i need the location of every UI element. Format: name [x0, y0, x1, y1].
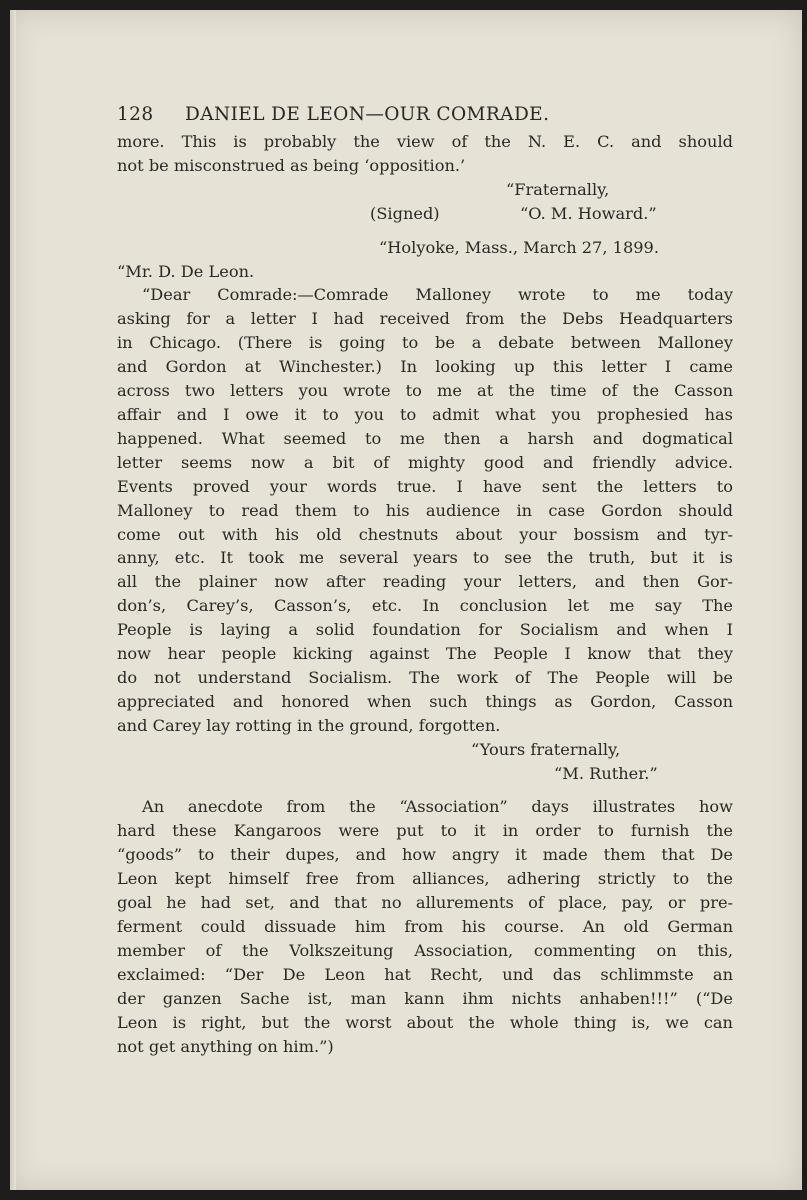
text-line: hard these Kangaroos were put to it in order to furnish the	[117, 821, 733, 841]
closing-line: “Fraternally,	[506, 179, 610, 199]
text-line: don’s, Carey’s, Casson’s, etc. In conclusion let me say The	[117, 596, 733, 616]
book-page	[10, 10, 802, 1190]
letter-salutation: “Mr. D. De Leon.	[117, 261, 255, 281]
running-title: DANIEL DE LEON—OUR COMRADE.	[185, 104, 550, 125]
signature-name: “M. Ruther.”	[554, 763, 658, 783]
text-line: more. This is probably the view of the N. E. C. and should	[117, 132, 733, 151]
text-line: happened. What seemed to me then a harsh and dogmatical	[117, 428, 733, 448]
page-number: 128	[117, 104, 154, 125]
page-edge	[10, 10, 16, 1190]
text-line: appreciated and honored when such things as Gordon, Casson	[117, 691, 733, 711]
spacer	[117, 785, 733, 795]
closing-line: “Yours fraternally,	[471, 739, 621, 759]
text-line: Leon kept himself free from alliances, adhering strictly to the	[117, 869, 733, 889]
text-line: An anecdote from the “Association” days illustrates how	[142, 797, 733, 817]
text-line: now hear people kicking against The People I know that they	[117, 644, 733, 664]
text-line: ferment could dissuade him from his course. An old German	[117, 917, 733, 936]
text-line: member of the Volkszeitung Association, commenting on this,	[117, 940, 733, 960]
text-line: “goods” to their dupes, and how angry it made them that De	[117, 845, 733, 865]
text-block	[117, 102, 733, 1058]
signed-label: (Signed)	[370, 203, 440, 223]
signature-name: “O. M. Howard.”	[520, 203, 657, 223]
text-line: exclaimed: “Der De Leon hat Recht, und das schlimmste an	[117, 964, 733, 984]
text-line: People is laying a solid foundation for Socialism and when I	[117, 620, 733, 640]
text-line: letter seems now a bit of mighty good and friendly advice.	[117, 452, 733, 472]
text-line: in Chicago. (There is going to be a debate between Malloney	[117, 333, 733, 353]
text-line: not be misconstrued as being ‘opposition.’	[117, 155, 466, 175]
letter-dateline: “Holyoke, Mass., March 27, 1899.	[379, 237, 659, 257]
text-line: across two letters you wrote to me at the time of the Casson	[117, 381, 733, 401]
text-line: anny, etc. It took me several years to see the truth, but it is	[117, 548, 733, 568]
text-line: not get anything on him.”)	[117, 1036, 334, 1056]
spacer	[117, 226, 733, 236]
text-line: der ganzen Sache ist, man kann ihm nichts anhaben!!!” (“De	[117, 988, 733, 1008]
text-line: Leon is right, but the worst about the whole thing is, we can	[117, 1012, 733, 1032]
text-line: “Dear Comrade:—Comrade Malloney wrote to me today	[142, 285, 733, 305]
text-line: come out with his old chestnuts about your bossism and tyr-	[117, 524, 733, 544]
text-line: Malloney to read them to his audience in case Gordon should	[117, 500, 733, 520]
text-line: and Carey lay rotting in the ground, forgotten.	[117, 715, 501, 735]
text-line: affair and I owe it to you to admit what you prophesied has	[117, 404, 733, 424]
text-line: all the plainer now after reading your letters, and then Gor-	[117, 572, 733, 592]
signature-line	[117, 202, 733, 226]
text-line: asking for a letter I had received from the Debs Headquarters	[117, 309, 733, 329]
text-line: goal he had set, and that no allurements of place, pay, or pre-	[117, 893, 733, 913]
text-line: and Gordon at Winchester.) In looking up this letter I came	[117, 357, 733, 377]
running-head	[117, 102, 733, 128]
text-line: Events proved your words true. I have sent the letters to	[117, 476, 733, 496]
text-line: do not understand Socialism. The work of The People will be	[117, 667, 733, 687]
